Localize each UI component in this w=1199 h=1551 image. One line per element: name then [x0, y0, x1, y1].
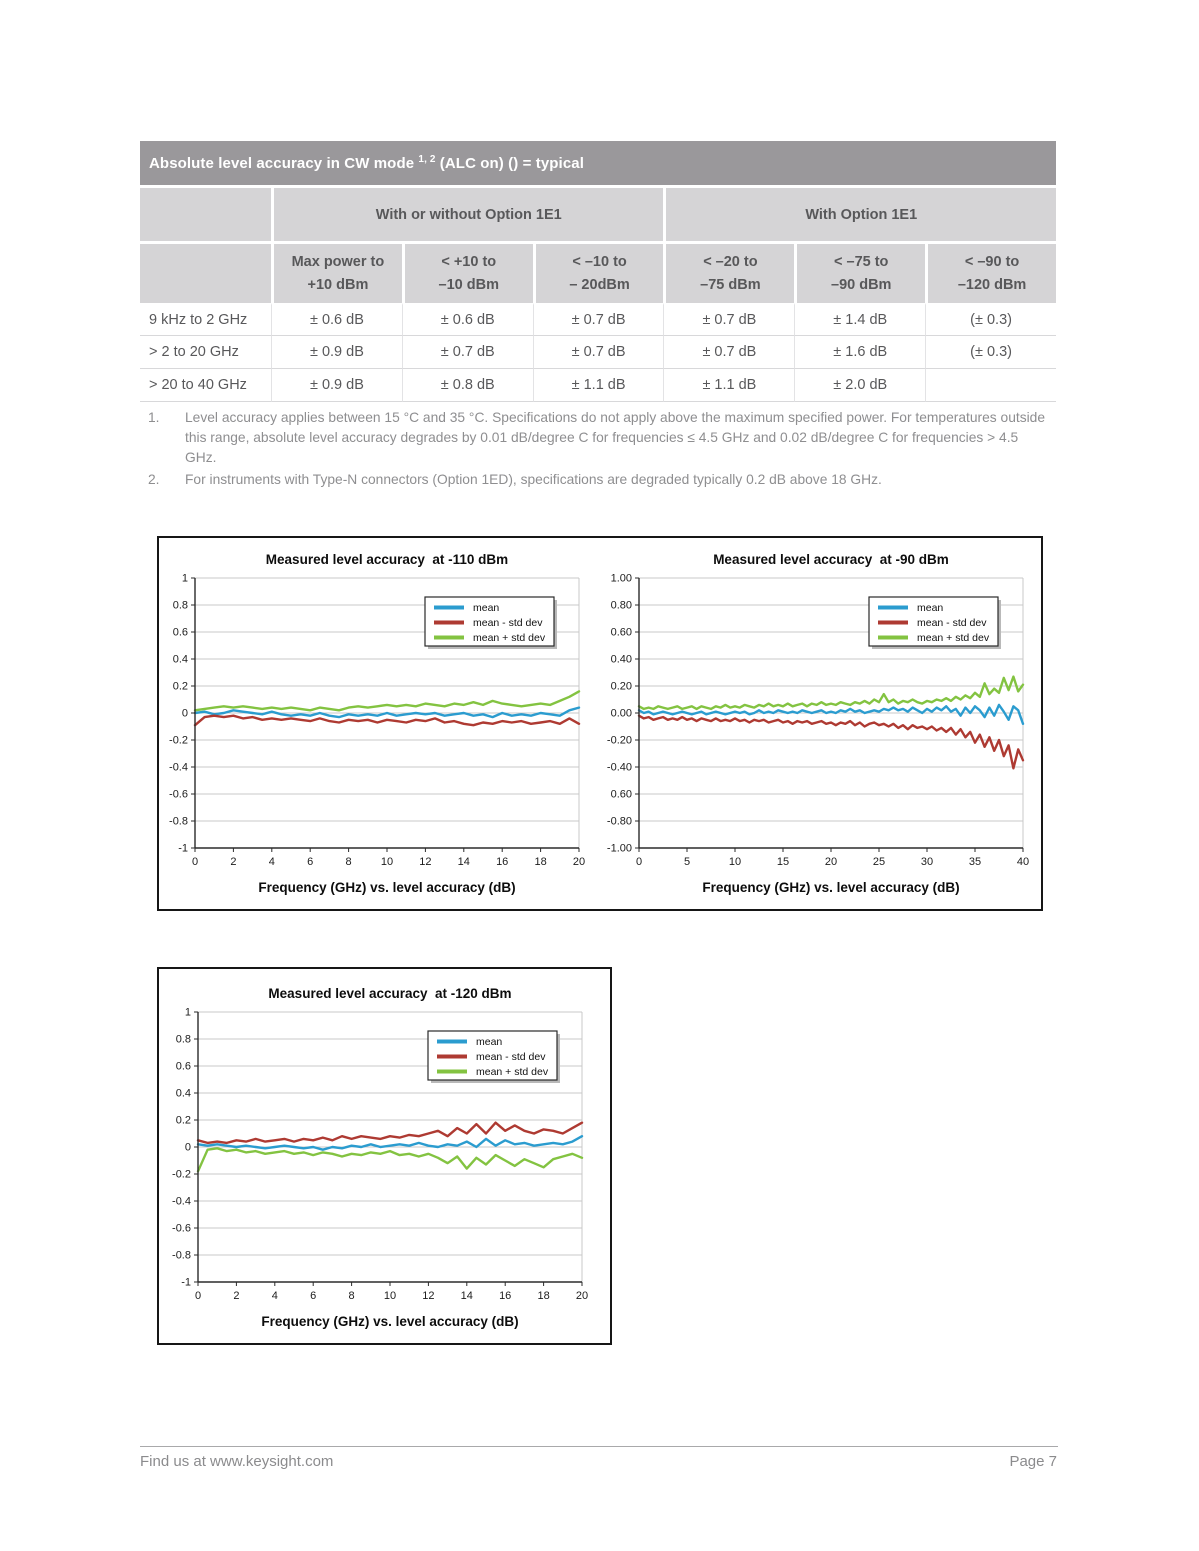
- group-header-blank: [140, 185, 271, 241]
- x-tick-label: 30: [920, 856, 934, 868]
- x-tick-label: 6: [307, 856, 314, 868]
- x-tick-label: 0: [635, 856, 643, 868]
- y-tick-label: -0.40: [607, 761, 632, 774]
- footnote-text: Level accuracy applies between 15 °C and 35 °C. Specifications do not apply above the maximum specified power. For temperatures outside this range, absolute level accuracy degrades by 0.01 dB/degree C for frequencies ≤ 4.5 GHz and 0.02 dB/degree C for frequencies > 4.5 GHz.: [185, 410, 1046, 465]
- column-header-line: – 20dBm: [569, 276, 630, 293]
- x-tick-label: 35: [968, 856, 982, 868]
- row-label-cell: > 2 to 20 GHz: [140, 336, 271, 369]
- series-line-mean-+-std-dev: [195, 691, 579, 710]
- column-header-3: [533, 241, 664, 303]
- chart-panel-top: [157, 536, 1043, 911]
- value-cell: ± 0.7 dB: [533, 336, 664, 369]
- column-header-1: [271, 241, 402, 303]
- x-tick-label: 16: [499, 1290, 512, 1302]
- y-tick-label: 0.2: [172, 680, 188, 693]
- x-tick-label: 18: [537, 1290, 550, 1302]
- x-tick-label: 14: [460, 1290, 473, 1302]
- y-tick-label: -0.2: [172, 1168, 191, 1181]
- y-tick-label: 0.20: [610, 680, 632, 693]
- y-tick-label: -0.8: [172, 1249, 191, 1262]
- footnote: [148, 470, 1053, 490]
- series-line-mean: [195, 708, 579, 718]
- value-cell: [925, 369, 1056, 402]
- legend-label: mean + std dev: [476, 1066, 549, 1078]
- x-tick-label: 8: [348, 1290, 355, 1302]
- value-cell: (± 0.3): [925, 303, 1056, 336]
- legend-label: mean - std dev: [476, 1051, 546, 1063]
- series-line-mean-std-dev: [198, 1123, 582, 1143]
- footer-divider: [140, 1446, 1058, 1447]
- value-cell: ± 1.1 dB: [663, 369, 794, 402]
- chart-minus-90-dbm: [607, 540, 1037, 905]
- column-header-line: < –90 to: [964, 254, 1020, 271]
- value-cell: (± 0.3): [925, 336, 1056, 369]
- group-header-with-1e1: With Option 1E1: [663, 185, 1056, 241]
- chart-minus-110-dbm: [163, 540, 593, 905]
- footnote-number: 1.: [148, 410, 160, 425]
- chart-title: Measured level accuracy at -120 dBm: [268, 986, 512, 1001]
- x-tick-label: 4: [268, 856, 275, 868]
- legend-label: mean - std dev: [473, 617, 543, 629]
- x-tick-label: 0: [194, 1290, 202, 1302]
- column-header-line: –120 dBm: [957, 276, 1027, 293]
- y-tick-label: -0.8: [169, 815, 188, 828]
- y-tick-label: 1: [184, 1006, 191, 1019]
- x-tick-label: 16: [496, 856, 509, 868]
- x-tick-label: 14: [457, 856, 470, 868]
- column-header-6: [925, 241, 1056, 303]
- value-cell: ± 1.1 dB: [533, 369, 664, 402]
- value-cell: ± 1.6 dB: [794, 336, 925, 369]
- table-group-header-row: [140, 185, 1056, 241]
- y-tick-label: -1: [178, 842, 188, 855]
- x-tick-label: 20: [575, 1290, 589, 1302]
- column-header-blank: [140, 241, 271, 303]
- column-header-line: –10 dBm: [438, 276, 499, 293]
- y-tick-label: 0.8: [175, 1033, 191, 1046]
- series-line-mean-std-dev: [639, 716, 1023, 769]
- column-header-line: < –10 to: [572, 254, 627, 271]
- column-header-line: < –20 to: [703, 254, 758, 271]
- x-tick-label: 10: [383, 1290, 397, 1302]
- y-tick-label: 0.00: [610, 707, 632, 720]
- column-header-2: [402, 241, 533, 303]
- series-line-mean-+-std-dev: [198, 1148, 582, 1171]
- y-tick-label: 1: [181, 572, 188, 585]
- column-header-line: < +10 to: [441, 254, 497, 271]
- y-tick-label: -0.6: [169, 788, 188, 801]
- x-tick-label: 20: [824, 856, 838, 868]
- y-tick-label: 0.6: [175, 1060, 191, 1073]
- x-tick-label: 0: [191, 856, 199, 868]
- y-tick-label: 0.60: [610, 626, 632, 639]
- y-tick-label: -1.00: [607, 842, 632, 855]
- footnote-text: For instruments with Type-N connectors (Option 1ED), specifications are degraded typically 0.2 dB above 18 GHz.: [185, 472, 882, 487]
- table-row: [140, 303, 1056, 336]
- x-tick-label: 10: [380, 856, 394, 868]
- y-tick-label: 0: [181, 707, 188, 720]
- group-header-without-1e1: With or without Option 1E1: [271, 185, 663, 241]
- x-tick-label: 15: [776, 856, 790, 868]
- x-tick-label: 4: [271, 1290, 278, 1302]
- x-axis-label: Frequency (GHz) vs. level accuracy (dB): [258, 880, 516, 895]
- column-header-4: [663, 241, 794, 303]
- value-cell: ± 0.7 dB: [533, 303, 664, 336]
- table-title-superscript: 1, 2: [418, 154, 436, 165]
- legend-label: mean + std dev: [473, 632, 546, 644]
- y-tick-label: -0.2: [169, 734, 188, 747]
- y-tick-label: 0.40: [610, 653, 632, 666]
- column-header-line: –75 dBm: [700, 276, 761, 293]
- y-tick-label: -0.80: [607, 815, 632, 828]
- y-tick-label: 0.8: [172, 599, 188, 612]
- spec-table-section: [140, 141, 1056, 402]
- table-title: [140, 141, 1056, 185]
- x-tick-label: 2: [230, 856, 237, 868]
- legend-label: mean + std dev: [917, 632, 990, 644]
- x-tick-label: 18: [534, 856, 547, 868]
- y-tick-label: -0.20: [607, 734, 632, 747]
- y-tick-label: 1.00: [610, 572, 632, 585]
- chart-minus-120-dbm: [166, 974, 596, 1339]
- x-tick-label: 20: [572, 856, 586, 868]
- value-cell: ± 0.7 dB: [663, 303, 794, 336]
- x-tick-label: 40: [1016, 856, 1030, 868]
- footnote-number: 2.: [148, 472, 160, 487]
- column-header-5: [794, 241, 925, 303]
- x-tick-label: 25: [872, 856, 886, 868]
- x-tick-label: 12: [419, 856, 432, 868]
- row-label-cell: > 20 to 40 GHz: [140, 369, 271, 402]
- value-cell: ± 2.0 dB: [794, 369, 925, 402]
- series-line-mean-std-dev: [195, 716, 579, 726]
- value-cell: ± 0.7 dB: [663, 336, 794, 369]
- value-cell: ± 0.9 dB: [271, 369, 402, 402]
- value-cell: ± 0.8 dB: [402, 369, 533, 402]
- y-tick-label: 0.2: [175, 1114, 191, 1127]
- y-tick-label: -0.4: [172, 1195, 191, 1208]
- y-tick-label: -1: [181, 1276, 191, 1289]
- footnote: [148, 408, 1053, 468]
- value-cell: ± 0.9 dB: [271, 336, 402, 369]
- footer-page-number: Page 7: [1009, 1453, 1057, 1470]
- x-tick-label: 2: [233, 1290, 240, 1302]
- footnotes-section: [148, 408, 1053, 492]
- row-label-cell: 9 kHz to 2 GHz: [140, 303, 271, 336]
- value-cell: ± 0.7 dB: [402, 336, 533, 369]
- table-column-header-row: [140, 241, 1056, 303]
- y-tick-label: 0.4: [172, 653, 188, 666]
- y-tick-label: 0: [184, 1141, 191, 1154]
- chart-legend: [425, 597, 557, 649]
- column-header-line: +10 dBm: [307, 276, 369, 293]
- y-tick-label: 0.60: [610, 788, 632, 801]
- spec-table: [140, 185, 1056, 402]
- y-tick-label: -0.6: [172, 1222, 191, 1235]
- column-header-line: < –75 to: [834, 254, 889, 271]
- chart-panel-bottom: [157, 967, 612, 1345]
- series-line-mean-+-std-dev: [639, 677, 1023, 709]
- legend-label: mean: [917, 602, 944, 614]
- legend-label: mean: [473, 602, 500, 614]
- x-axis-label: Frequency (GHz) vs. level accuracy (dB): [261, 1314, 519, 1329]
- legend-label: mean: [476, 1036, 503, 1048]
- table-title-main: Absolute level accuracy in CW mode: [149, 155, 419, 172]
- chart-title: Measured level accuracy at -90 dBm: [713, 552, 949, 567]
- y-tick-label: 0.80: [610, 599, 632, 612]
- x-tick-label: 5: [683, 856, 691, 868]
- x-tick-label: 12: [422, 1290, 435, 1302]
- y-tick-label: 0.4: [175, 1087, 191, 1100]
- y-tick-label: -0.4: [169, 761, 188, 774]
- legend-label: mean - std dev: [917, 617, 987, 629]
- column-header-line: –90 dBm: [831, 276, 892, 293]
- value-cell: ± 1.4 dB: [794, 303, 925, 336]
- table-row: [140, 336, 1056, 369]
- x-tick-label: 8: [345, 856, 352, 868]
- y-tick-label: 0.6: [172, 626, 188, 639]
- x-axis-label: Frequency (GHz) vs. level accuracy (dB): [702, 880, 960, 895]
- table-title-tail: (ALC on) () = typical: [435, 155, 584, 172]
- x-tick-label: 6: [310, 1290, 317, 1302]
- column-header-line: Max power to: [291, 254, 385, 271]
- value-cell: ± 0.6 dB: [402, 303, 533, 336]
- chart-legend: [428, 1031, 560, 1083]
- chart-legend: [869, 597, 1001, 649]
- x-tick-label: 10: [728, 856, 742, 868]
- footer-find-us-link[interactable]: Find us at www.keysight.com: [140, 1453, 334, 1470]
- chart-title: Measured level accuracy at -110 dBm: [265, 552, 509, 567]
- value-cell: ± 0.6 dB: [271, 303, 402, 336]
- table-row: [140, 369, 1056, 402]
